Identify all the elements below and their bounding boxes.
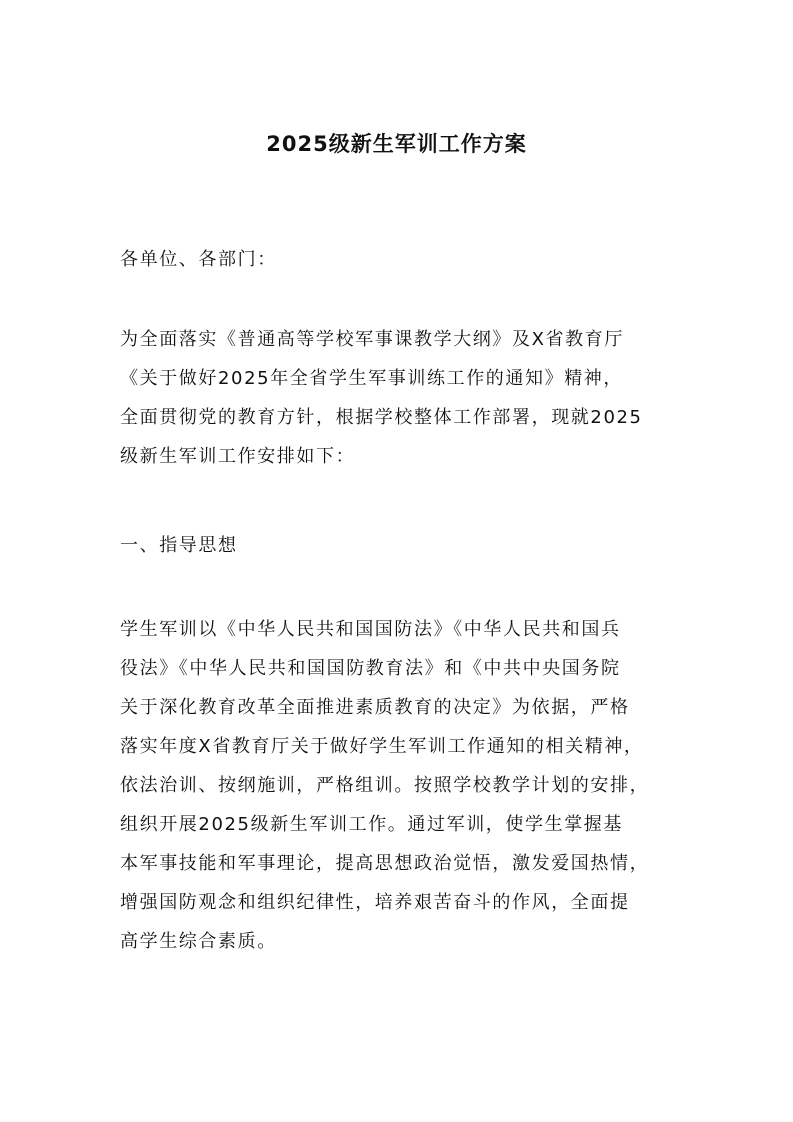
body-line: 高学生综合素质。 xyxy=(120,931,277,952)
body-line: 增强国防观念和组织纪律性，培养艰苦奋斗的作风，全面提 xyxy=(120,892,630,913)
intro-line: 级新生军训工作安排如下： xyxy=(120,446,356,467)
body-line: 役法》《中华人民共和国国防教育法》和《中共中央国务院 xyxy=(120,658,621,679)
body-line: 学生军训以《中华人民共和国国防法》《中华人民共和国兵 xyxy=(120,619,621,640)
intro-line: 全面贯彻党的教育方针，根据学校整体工作部署，现就2025 xyxy=(120,407,643,428)
body-line: 落实年度X省教育厅关于做好学生军训工作通知的相关精神， xyxy=(120,736,644,757)
salutation-text: 各单位、各部门： xyxy=(120,249,277,270)
salutation xyxy=(120,240,690,279)
section-heading-guiding-ideology xyxy=(120,526,690,565)
body-line: 依法治训、按纲施训，严格组训。按照学校教学计划的安排， xyxy=(120,775,650,796)
section-heading-text: 一、指导思想 xyxy=(120,535,238,556)
document-title: 2025级新生军训工作方案 xyxy=(266,132,527,156)
body-line: 组织开展2025级新生军训工作。通过军训，使学生掌握基 xyxy=(120,814,624,835)
intro-line: 《关于做好2025年全省学生军事训练工作的通知》精神， xyxy=(120,368,624,389)
intro-paragraph xyxy=(120,320,690,476)
intro-line: 为全面落实《普通高等学校军事课教学大纲》及X省教育厅 xyxy=(120,329,624,350)
body-line: 本军事技能和军事理论，提高思想政治觉悟，激发爱国热情， xyxy=(120,853,650,874)
body-line: 关于深化教育改革全面推进素质教育的决定》为依据，严格 xyxy=(120,697,630,718)
section-body-paragraph xyxy=(120,610,690,961)
